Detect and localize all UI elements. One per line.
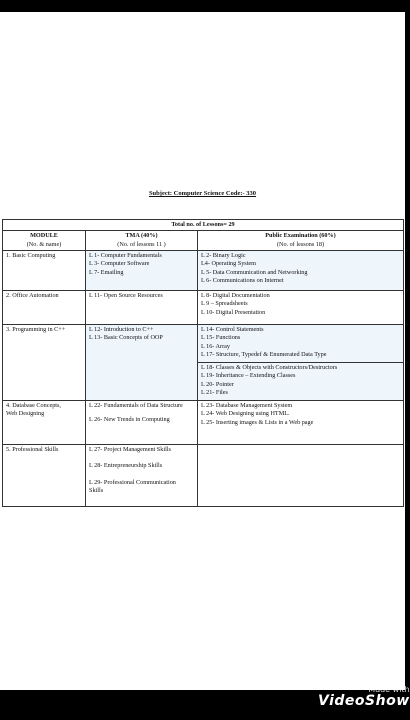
videoshow-watermark: Made with VideoShow [318,685,410,709]
tma-cell: L 11- Open Source Resources [86,291,198,325]
tma-cell: L 1- Computer Fundamentals L 3- Computer Software L 7- Emailing [86,251,198,291]
module-cell: 3. Programming in C++ [3,325,86,401]
public-cell: L 18- Classes & Objects with Constructors/Destructors L 19- Inheritance – Extending Classes L 20- Pointer L 21- Files [198,363,404,401]
table-row [3,401,404,445]
module-cell: 5. Professional Skills [3,445,86,507]
document-page [0,12,405,690]
public-header: Public Examination (60%) (No. of lessons 18) [198,231,404,251]
module-cell: 2. Office Automation [3,291,86,325]
tma-cell: L 27- Project Management Skills L 28- Entrepreneurship Skills L 29- Professional Communication Skills [86,445,198,507]
module-cell: 4. Database Concepts, Web Designing [3,401,86,445]
table-row [3,325,404,363]
table-row [3,445,404,507]
public-cell [198,445,404,507]
tma-header: TMA (40%) (No. of lessons 11 ) [86,231,198,251]
public-cell: L 2- Binary Logic L4- Operating System L 5- Data Communication and Networking L 6- Communications on Internet [198,251,404,291]
public-cell: L 23- Database Management System L 24- Web Designing using HTML. L 25- Inserting images & Lists in a Web page [198,401,404,445]
module-cell: 1. Basic Computing [3,251,86,291]
public-cell: L 8- Digital Documentation L 9 – Spreadsheets L 10- Digital Presentation [198,291,404,325]
total-lessons: Total no. of Lessons= 29 [3,220,404,231]
tma-cell: L 22- Fundamentals of Data Structure L 26- New Trends in Computing [86,401,198,445]
table-row [3,291,404,325]
tma-cell: L 12- Introduction to C++ L 13- Basic Concepts of OOP [86,325,198,401]
public-cell: L 14- Control Statements L 15- Functions L 16- Array L 17- Structure, Typedef & Enumerated Data Type [198,325,404,363]
header-row [3,231,404,251]
syllabus-table [2,219,404,507]
table-row [3,251,404,291]
total-lessons-row [3,220,404,231]
module-header: MODULE (No. & name) [3,231,86,251]
subject-title: Subject: Computer Science Code:- 330 [148,190,257,197]
